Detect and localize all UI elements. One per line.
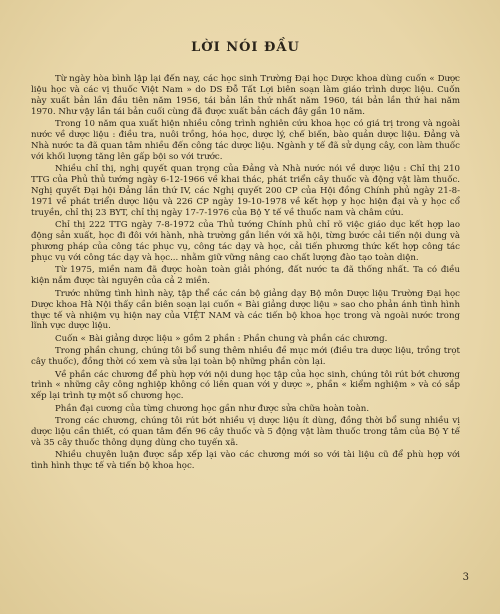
page-number: 3 <box>462 572 469 583</box>
paragraph-10: Phần đại cương của từng chương học gần như được sửa chữa hoàn toàn. <box>55 403 370 414</box>
paragraph-8: Trong phần chung, chúng tôi bổ sung thêm nhiều đề mục mới (điều tra dược liệu, trồng trọt cây thuốc), đồng thời có xem và sửa lại toàn bộ những phần còn lại. <box>31 346 460 368</box>
paragraph-5: Từ 1975, miền nam đã được hoàn toàn giải phóng, đất nước ta đã thống nhất. Ta có điều kiện nắm được tài nguyên của cả 2 miền. <box>31 265 460 287</box>
page-title: LỜI NÓI ĐẦU <box>191 40 300 55</box>
paragraph-12: Nhiều chuyên luận được sắp xếp lại vào các chương mới so với tài liệu cũ để phù hợp với tình hình thực tế và tiến bộ khoa học. <box>31 450 460 472</box>
preface-body <box>31 74 460 472</box>
paragraph-2: Trong 10 năm qua xuất hiện nhiều công trình nghiên cứu khoa học có giá trị trong và ngoài nước về dược liệu : điều tra, nuôi trồng, hóa học, dược lý, chế biến, bào quản dược liệu. Đảng và Nhà nước ta đã quan tâm nhiều đến công tác dược liệu. Ngành y tế đã sử dụng cây, con làm thuốc với khối lượng tăng lên gấp bội so với trước. <box>31 119 460 162</box>
paragraph-11: Trong các chương, chúng tôi rút bớt nhiều vị dược liệu ít dùng, đồng thời bổ sung nhiều vị dược liệu cần thiết, có quan tâm đến 96 cây thuốc và 5 động vật làm thuốc trong tâm của Bộ Y tế và 35 cây thuốc thông dụng dùng cho tuyến xã. <box>31 416 460 448</box>
paragraph-6: Trước những tình hình này, tập thể các cán bộ giảng dạy Bộ môn Dược liệu Trường Đại học Dược khoa Hà Nội thấy cần biên soạn lại cuốn « Bài giảng dược liệu » sao cho phản ánh tình hình thực tế và nhiệm vụ hiện nay của VIỆT NAM và các tiến bộ khoa học trong và ngoài nước trong lĩnh vực dược liệu. <box>31 288 460 332</box>
paragraph-7: Cuốn « Bài giảng dược liệu » gồm 2 phần : Phần chung và phần các chương. <box>55 333 388 344</box>
paragraph-1: Từ ngày hòa bình lập lại đến nay, các học sinh Trường Đại học Dược khoa dùng cuốn « Dược liệu học và các vị thuốc Việt Nam » do DS Đỗ Tất Lợi biên soạn làm giáo trình dược liệu. Cuốn này xuất bản lần đầu tiên năm 1956, tái bản lần thứ nhất năm 1960, tái bản lần thứ hai năm 1970. Như vậy lần tái bản cuối cùng đã được xuất bản cách đây gần 10 năm. <box>31 74 460 117</box>
paragraph-4: Chỉ thị 222 TTG ngày 7-8-1972 của Thủ tướng Chính phủ chỉ rõ việc giáo dục kết hợp lao động sản xuất, học đi đôi với hành, nhà trường gắn liền với xã hội, từng bước cải tiến nội dung và phương pháp của công tác phục vụ, công tác dạy và học, cải tiến phương thức kết hợp công tác phục vụ với công tác dạy và học... nhằm giữ vững nâng cao chất lượng đào tạo toàn diện. <box>31 220 460 263</box>
paragraph-9: Về phần các chương để phù hợp với nội dung học tập của học sinh, chúng tôi rút bớt chương trình « những cây công nghiệp không có liên quan với y dược », phần « kiểm nghiệm » và có sắp xếp lại trình tự một số chương học. <box>31 369 460 402</box>
paragraph-3: Nhiều chỉ thị, nghị quyết quan trọng của Đảng và Nhà nước nói về dược liệu : Chỉ thị 210 TTG của Phủ thủ tướng ngày 6-12-1966 về khai thác, phát triển cây thuốc và động vật làm thuốc. Nghị quyết Đại hội Đảng lần thứ IV, các Nghị quyết 200 CP của Hội đồng Chính phủ ngày 21-8-1971 về phát triển dược liệu và 226 CP ngày 19-10-1978 về kết hợp y học hiện đại và y học cổ truyền, chỉ thị 23 BYT, chỉ thị ngày 17-7-1976 của Bộ Y tế về thuốc nam và châm cứu. <box>31 164 460 218</box>
